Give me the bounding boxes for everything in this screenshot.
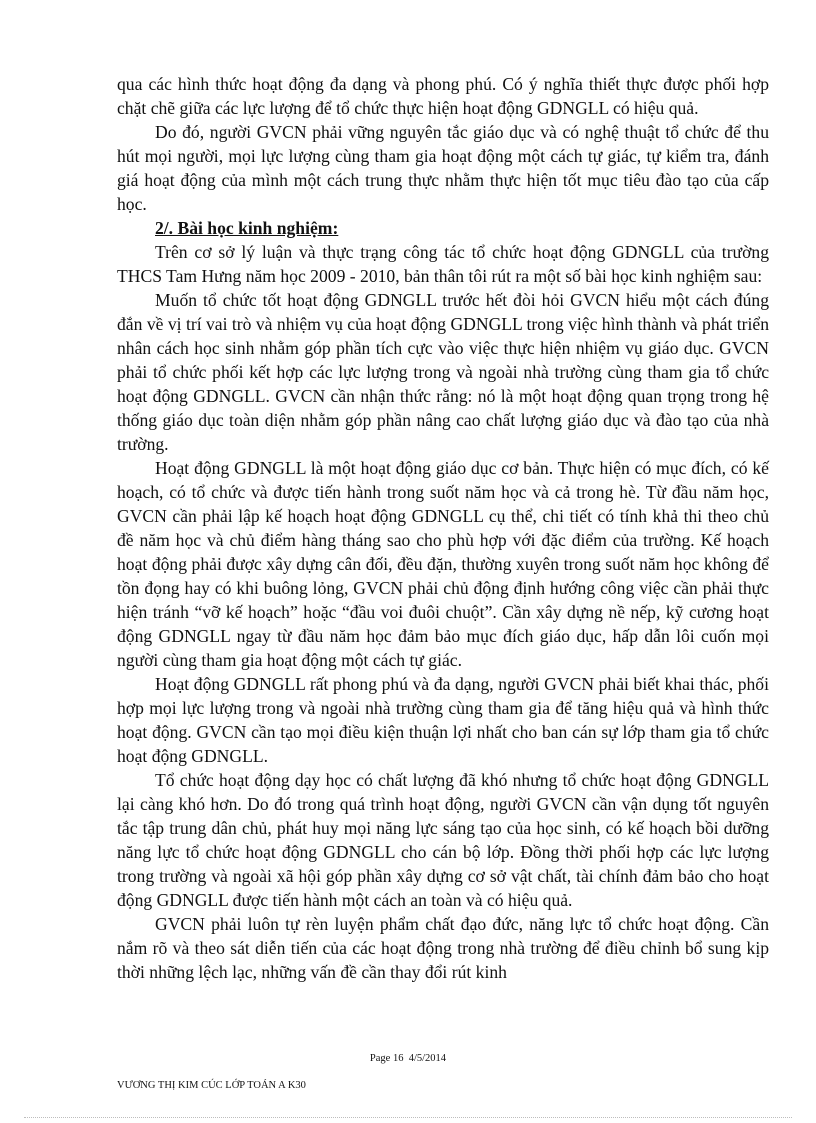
paragraph: GVCN phải luôn tự rèn luyện phẩm chất đạo đức, năng lực tổ chức hoạt động. Cần nắm rõ và theo sát diễn tiến của các hoạt động trong nhà trường để điều chỉnh bổ sung kịp thời những lệch lạc, những vấn đề cần thay đổi rút kinh [117,914,769,982]
footer-author: VƯƠNG THỊ KIM CÚC LỚP TOÁN A K30 [117,1080,306,1091]
footer-date: 4/5/2014 [408,1053,447,1064]
page-break-divider [24,1117,792,1118]
paragraph: Do đó, người GVCN phải vững nguyên tắc giáo dục và có nghệ thuật tổ chức để thu hút mọi người, mọi lực lượng cùng tham gia hoạt động một cách tự giác, tự kiểm tra, đánh giá hoạt động của mình một cách trung thực nhằm thực hiện tốt mục tiêu đào tạo của cấp học. [117,122,769,214]
paragraph: Trên cơ sở lý luận và thực trạng công tác tổ chức hoạt động GDNGLL của trường THCS Tam Hưng năm học 2009 - 2010, bản thân tôi rút ra một số bài học kinh nghiệm sau: [117,242,769,286]
page-number: Page 16 [369,1053,404,1064]
paragraph: Hoạt động GDNGLL là một hoạt động giáo dục cơ bản. Thực hiện có mục đích, có kế hoạch, có tổ chức và được tiến hành trong suốt năm học và cả trong hè. Từ đầu năm học, GVCN cần phải lập kế hoạch hoạt động GDNGLL cụ thể, chi tiết có tính khả thi theo chủ đề năm học và chủ điểm hàng tháng sao cho phù hợp với đặc điểm của trường. Kế hoạch hoạt động phải được xây dựng cân đối, đều đặn, thường xuyên trong suốt năm học không để tồn đọng hay có khi buông lỏng, GVCN phải chủ động định hướng công việc cần phải thực hiện tránh “vỡ kế hoạch” hoặc “đầu voi đuôi chuột”. Cần xây dựng nề nếp, kỹ cương hoạt động GDNGLL ngay từ đầu năm học đảm bảo mục đích giáo dục, hấp dẫn lôi cuốn mọi người cùng tham gia hoạt động một cách tự giác. [117,458,769,670]
paragraph-continuation: qua các hình thức hoạt động đa dạng và phong phú. Có ý nghĩa thiết thực được phối hợp chặt chẽ giữa các lực lượng để tổ chức thực hiện hoạt động GDNGLL có hiệu quả. [117,74,769,118]
paragraph: Muốn tổ chức tốt hoạt động GDNGLL trước hết đòi hỏi GVCN hiểu một cách đúng đắn về vị trí vai trò và nhiệm vụ của hoạt động GDNGLL trong việc hình thành và phát triển nhân cách học sinh nhằm góp phần tích cực vào việc thực hiện nhiệm vụ giáo dục. GVCN phải tổ chức phối kết hợp các lực lượng trong và ngoài nhà trường cùng tham gia tổ chức hoạt động GDNGLL. GVCN cần nhận thức rằng: nó là một hoạt động quan trọng trong hệ thống giáo dục toàn diện nhằm góp phần nâng cao chất lượng giáo dục và đào tạo của nhà trường. [117,290,769,454]
footer-page-info [0,1052,816,1066]
document-body [117,72,769,984]
paragraph: Hoạt động GDNGLL rất phong phú và đa dạng, người GVCN phải biết khai thác, phối hợp mọi lực lượng trong và ngoài nhà trường cùng tham gia để tăng hiệu quả và hình thức hoạt động. GVCN cần tạo mọi điều kiện thuận lợi nhất cho ban cán sự lớp tham gia tổ chức hoạt động GDNGLL. [117,674,769,766]
section-heading: 2/. Bài học kinh nghiệm: [155,218,339,238]
paragraph: Tổ chức hoạt động dạy học có chất lượng đã khó nhưng tổ chức hoạt động GDNGLL lại càng khó hơn. Do đó trong quá trình hoạt động, người GVCN cần vận dụng tốt nguyên tắc tập trung dân chủ, phát huy mọi năng lực sáng tạo của học sinh, có kế hoạch bồi dưỡng năng lực tổ chức hoạt động GDNGLL cho cán bộ lớp. Đồng thời phối hợp các lực lượng trong trường và ngoài xã hội góp phần xây dựng cơ sở vật chất, tài chính đảm bảo cho hoạt động GDNGLL được tiến hành một cách an toàn và có hiệu quả. [117,770,769,910]
